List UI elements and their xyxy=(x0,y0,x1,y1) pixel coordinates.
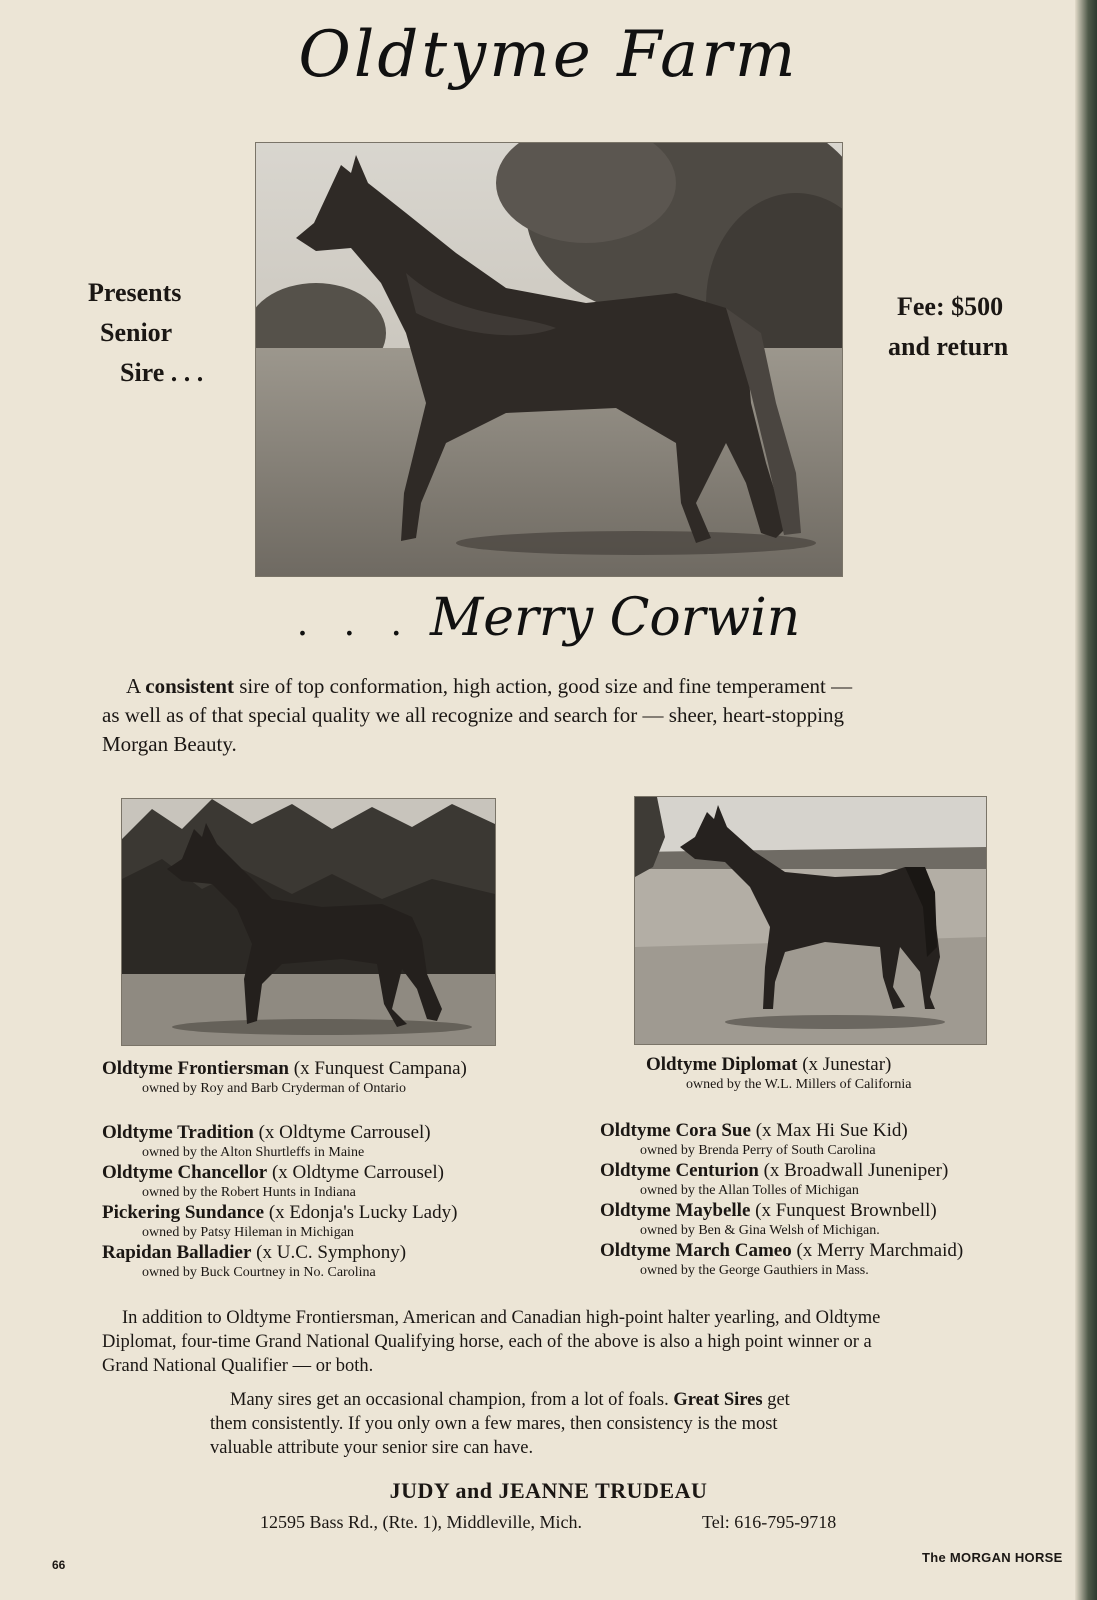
horse-cross: (x Funquest Brownbell) xyxy=(750,1200,937,1221)
paragraph-lead: Many sires get an occasional champion, from a lot of foals. xyxy=(230,1390,674,1410)
list-item xyxy=(102,1202,457,1242)
presents-senior-sire-text xyxy=(88,273,203,393)
intro-line-2: as well as of that special quality we all recognize and search for — sheer, heart-stopping xyxy=(102,703,845,727)
intro-lead: A xyxy=(126,674,146,698)
list-item xyxy=(600,1120,963,1160)
paragraph-line: Grand National Qualifier — or both. xyxy=(102,1356,374,1376)
fee-line: Fee: $500 xyxy=(897,292,1004,321)
frontiersman-photo xyxy=(121,798,496,1046)
horse-cross: (x U.C. Symphony) xyxy=(251,1242,407,1263)
intro-line-3: Morgan Beauty. xyxy=(102,732,237,756)
horse-name: Oldtyme Tradition xyxy=(102,1122,254,1143)
stud-fee-text xyxy=(888,287,1008,367)
sire-line: Sire . . . xyxy=(120,358,204,387)
list-item xyxy=(600,1160,963,1200)
intro-emphasis: consistent xyxy=(145,674,234,698)
horse-name: Oldtyme Chancellor xyxy=(102,1162,268,1183)
offspring-list-left xyxy=(102,1122,457,1282)
intro-paragraph xyxy=(102,672,1022,759)
page-binding-edge xyxy=(1075,0,1097,1600)
paragraph-emphasis: Great Sires xyxy=(673,1390,763,1410)
offspring-list-right xyxy=(600,1120,963,1280)
frontiersman-caption xyxy=(102,1058,467,1097)
horse-name: Pickering Sundance xyxy=(102,1202,265,1223)
list-item xyxy=(102,1162,457,1202)
paragraph-line: Diplomat, four-time Grand National Qualifying horse, each of the above is also a high point winner or a xyxy=(102,1332,872,1352)
sire-name-dots: . . . xyxy=(296,603,414,644)
presents-line: Presents xyxy=(88,278,182,307)
horse-cross: (x Oldtyme Carrousel) xyxy=(253,1122,431,1143)
horse-owner: owned by Brenda Perry of South Carolina xyxy=(640,1143,876,1158)
horse-name: Oldtyme Cora Sue xyxy=(600,1120,751,1141)
horse-owner: owned by Patsy Hileman in Michigan xyxy=(142,1225,354,1240)
horse-cross: (x Merry Marchmaid) xyxy=(791,1240,964,1261)
horse-owner: owned by the Robert Hunts in Indiana xyxy=(142,1185,356,1200)
list-item xyxy=(600,1200,963,1240)
paragraph-line: In addition to Oldtyme Frontiersman, American and Canadian high-point halter yearling, and Oldtyme xyxy=(122,1308,881,1328)
horse-name: Oldtyme Centurion xyxy=(600,1160,759,1181)
horse-cross: (x Edonja's Lucky Lady) xyxy=(264,1202,458,1223)
magazine-name: The MORGAN HORSE xyxy=(922,1550,1063,1565)
horse-name: Rapidan Balladier xyxy=(102,1242,252,1263)
paragraph-line: valuable attribute your senior sire can have. xyxy=(210,1438,534,1458)
farm-address: 12595 Bass Rd., (Rte. 1), Middleville, Mich. xyxy=(260,1512,582,1532)
horse-cross: (x Funquest Campana) xyxy=(289,1058,467,1079)
senior-line: Senior xyxy=(100,318,173,347)
intro-rest: sire of top conformation, high action, good size and fine temperament — xyxy=(233,674,853,698)
list-item xyxy=(102,1242,457,1282)
horse-cross: (x Max Hi Sue Kid) xyxy=(750,1120,908,1141)
horse-owner: owned by Buck Courtney in No. Carolina xyxy=(142,1265,376,1280)
owners-name: JUDY and JEANNE TRUDEAU xyxy=(389,1478,708,1503)
paragraph-rest: get xyxy=(762,1390,790,1410)
horse-owner: owned by Roy and Barb Cryderman of Ontario xyxy=(142,1081,406,1096)
horse-name: Oldtyme Frontiersman xyxy=(102,1058,289,1079)
horse-owner: owned by the Alton Shurtleffs in Maine xyxy=(142,1145,365,1160)
achievement-paragraph xyxy=(102,1306,1022,1378)
ad-title: Oldtyme Farm xyxy=(298,18,799,92)
return-line: and return xyxy=(888,332,1009,361)
paragraph-line: them consistently. If you only own a few mares, then consistency is the most xyxy=(210,1414,778,1434)
diplomat-caption xyxy=(646,1054,912,1093)
horse-name: Oldtyme March Cameo xyxy=(600,1240,792,1261)
diplomat-photo xyxy=(634,796,987,1045)
great-sires-paragraph xyxy=(210,1388,910,1460)
sire-name-heading xyxy=(0,588,1097,648)
list-item xyxy=(102,1122,457,1162)
list-item xyxy=(600,1240,963,1280)
horse-cross: (x Broadwall Juneniper) xyxy=(758,1160,949,1181)
horse-name: Oldtyme Maybelle xyxy=(600,1200,751,1221)
horse-owner: owned by Ben & Gina Welsh of Michigan. xyxy=(640,1223,880,1238)
horse-cross: (x Oldtyme Carrousel) xyxy=(267,1162,444,1183)
main-sire-photo xyxy=(255,142,843,577)
sire-name: Merry Corwin xyxy=(429,588,801,648)
horse-owner: owned by the Allan Tolles of Michigan xyxy=(640,1183,859,1198)
horse-owner: owned by the W.L. Millers of California xyxy=(686,1077,912,1092)
horse-cross: (x Junestar) xyxy=(797,1054,892,1075)
horse-owner: owned by the George Gauthiers in Mass. xyxy=(640,1263,869,1278)
page-number: 66 xyxy=(52,1558,66,1572)
farm-phone: Tel: 616-795-9718 xyxy=(702,1512,837,1532)
horse-name: Oldtyme Diplomat xyxy=(646,1054,798,1075)
